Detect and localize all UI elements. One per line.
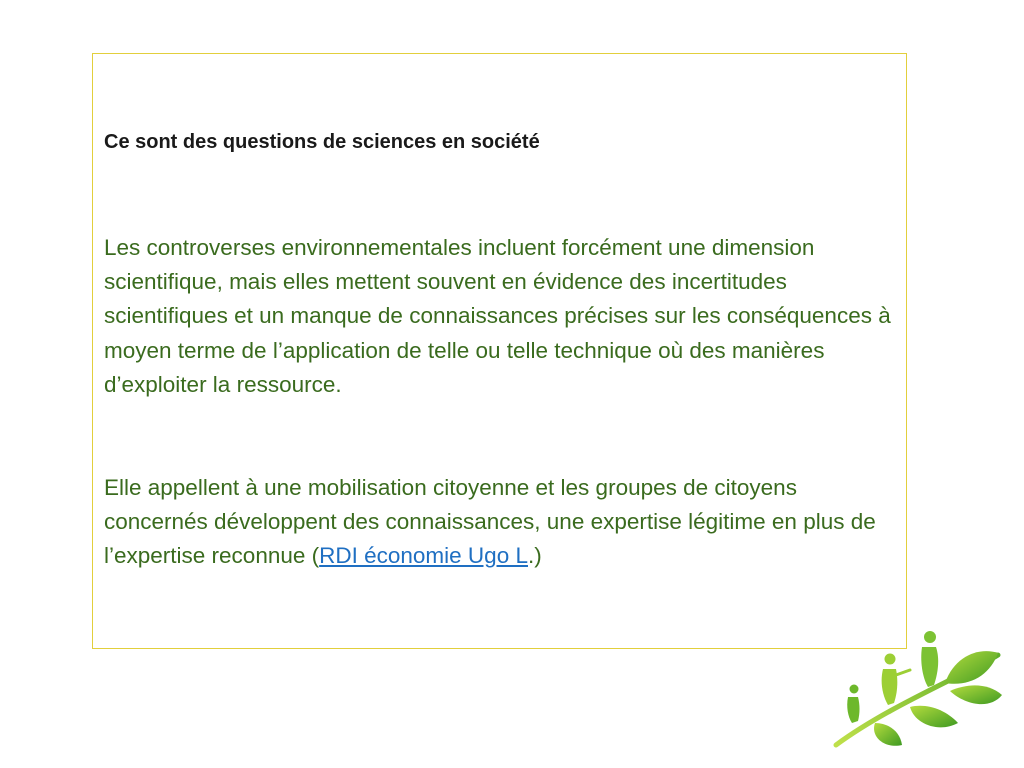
- slide-heading: Ce sont des questions de sciences en société: [104, 131, 540, 153]
- content-box: [92, 53, 907, 649]
- paragraph-mobilisation: [104, 471, 904, 574]
- paragraph-mobilisation-end: .): [527, 543, 542, 569]
- paragraph-mobilisation-text: Elle appellent à une mobilisation citoyenne et les groupes de citoyens concernés développent des connaissances, une expertise légitime en plus de l’expertise reconnue (: [104, 475, 876, 569]
- leaf-branch-people-logo: [830, 625, 1005, 755]
- paragraph-controversies: Les controverses environnementales incluent forcément une dimension scientifique, mais elles mettent souvent en évidence des incertitudes scientifiques et un manque de connaissances précises sur les conséquences à moyen terme de l’application de telle ou telle technique où des manières d’exploiter la ressource.: [104, 235, 891, 397]
- rdi-economie-link[interactable]: RDI économie Ugo L: [319, 543, 528, 569]
